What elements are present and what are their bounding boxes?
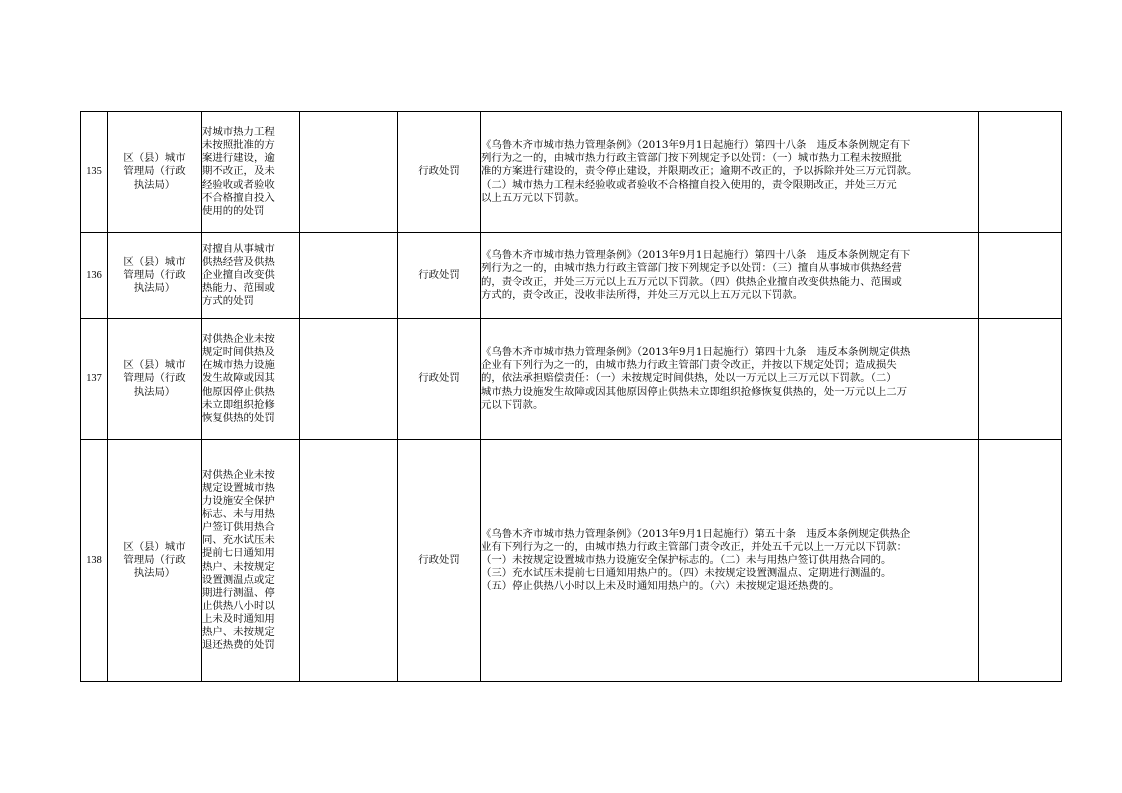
row-number: 138 <box>81 440 108 682</box>
text-line: 在城市热力设施 <box>202 359 275 372</box>
remarks-cell <box>979 440 1062 682</box>
text-line: 城市热力设施发生故障或因其他原因停止供热未立即组织抢修恢复供热的，处一万元以上二万 <box>481 385 908 398</box>
text-line: 案进行建设，逾 <box>202 152 275 165</box>
text-line: 规定设置城市热 <box>202 481 275 494</box>
text-line: 对供热企业未按 <box>202 333 275 346</box>
text-line: 方式的，责令改正，没收非法所得，并处三万元以上五万元以下罚款。 <box>481 288 804 301</box>
row-number: 135 <box>81 112 108 233</box>
penalty-item <box>202 440 300 682</box>
text-line: 户签订供用热合 <box>202 521 275 534</box>
text-line: 准的方案进行建设的，责令停止建设，并限期改正；逾期不改正的，予以拆除并处三万元罚款。 <box>481 165 918 178</box>
text-line: 管理局（行政 <box>123 268 186 281</box>
remarks-cell <box>979 319 1062 440</box>
text-line: 企业擅自改变供 <box>202 268 275 281</box>
text-line: 同、充水试压未 <box>202 534 275 547</box>
enforcement-department <box>108 319 202 440</box>
text-line: 发生故障或因其 <box>202 372 275 385</box>
text-line: 不合格擅自投入 <box>202 191 275 204</box>
text-line: 经验收或者验收 <box>202 178 275 191</box>
enforcement-department <box>108 440 202 682</box>
text-line: 止供热八小时以 <box>202 599 275 612</box>
text-line: 规定时间供热及 <box>202 346 275 359</box>
text-line: 区（县）城市 <box>123 540 186 553</box>
text-line: 执法局） <box>133 567 176 580</box>
remarks-cell <box>979 233 1062 319</box>
penalty-item <box>202 112 300 233</box>
row-number: 136 <box>81 233 108 319</box>
text-line: 区（县）城市 <box>123 255 186 268</box>
text-line: 使用的的处罚 <box>202 204 265 217</box>
legal-basis <box>481 233 979 319</box>
power-type: 行政处罚 <box>398 440 481 682</box>
text-line: 方式的处罚 <box>202 295 254 308</box>
power-type: 行政处罚 <box>398 233 481 319</box>
table-row <box>81 440 1062 682</box>
legal-basis <box>481 112 979 233</box>
text-line: （三）充水试压未提前七日通知用热户的。（四）未按规定设置测温点、定期进行测温的。 <box>481 567 892 580</box>
text-line: 元以下罚款。 <box>481 398 544 411</box>
text-line: 上未及时通知用 <box>202 612 275 625</box>
legal-basis <box>481 319 979 440</box>
empty-cell <box>300 319 398 440</box>
text-line: 的，依法承担赔偿责任：（一）未按规定时间供热，处以一万元以上三万元以下罚款。（二） <box>481 372 897 385</box>
text-line: 以上五万元以下罚款。 <box>481 191 585 204</box>
text-line: 《乌鲁木齐市城市热力管理条例》（2013年9月1日起施行）第五十条 违反本条例规定供热企 <box>481 527 911 540</box>
enforcement-department <box>108 112 202 233</box>
text-line: 供热经营及供热 <box>202 255 275 268</box>
penalty-item <box>202 319 300 440</box>
text-line: 未立即组织抢修 <box>202 398 275 411</box>
text-line: 设置测温点或定 <box>202 573 275 586</box>
legal-basis <box>481 440 979 682</box>
text-line: 对城市热力工程 <box>202 126 275 139</box>
text-line: 他原因停止供热 <box>202 385 275 398</box>
text-line: 列行为之一的，由城市热力行政主管部门按下列规定予以处罚：（三）擅自从事城市供热经营 <box>481 262 902 275</box>
text-line: 期不改正，及未 <box>202 165 275 178</box>
text-line: 《乌鲁木齐市城市热力管理条例》（2013年9月1日起施行）第四十九条 违反本条例规定供热 <box>481 346 911 359</box>
text-line: 企业有下列行为之一的，由城市热力行政主管部门责令改正，并按以下规定处罚；造成损失 <box>481 359 897 372</box>
text-line: 执法局） <box>133 178 176 191</box>
text-line: （一）未按规定设置城市热力设施安全保护标志的。（二）未与用热户签订供用热合同的。 <box>481 553 892 566</box>
remarks-cell <box>979 112 1062 233</box>
text-line: 管理局（行政 <box>123 372 186 385</box>
text-line: 《乌鲁木齐市城市热力管理条例》（2013年9月1日起施行）第四十八条 违反本条例规定有下 <box>481 139 911 152</box>
row-number: 137 <box>81 319 108 440</box>
text-line: 执法局） <box>133 385 176 398</box>
empty-cell <box>300 440 398 682</box>
text-line: 热户、未按规定 <box>202 625 275 638</box>
text-line: 对擅自从事城市 <box>202 242 275 255</box>
text-line: 区（县）城市 <box>123 152 186 165</box>
table-row <box>81 112 1062 233</box>
text-line: 区（县）城市 <box>123 359 186 372</box>
text-line: 列行为之一的，由城市热力行政主管部门按下列规定予以处罚：（一）城市热力工程未按照批 <box>481 152 902 165</box>
text-line: （二）城市热力工程未经验收或者验收不合格擅自投入使用的，责令限期改正，并处三万元 <box>481 178 897 191</box>
text-line: 业有下列行为之一的，由城市热力行政主管部门责令改正，并处五千元以上一万元以下罚款： <box>481 540 908 553</box>
text-line: 的，责令改正，并处三万元以上五万元以下罚款。（四）供热企业擅自改变供热能力、范围或 <box>481 275 902 288</box>
table-row <box>81 233 1062 319</box>
text-line: 管理局（行政 <box>123 553 186 566</box>
text-line: 执法局） <box>133 282 176 295</box>
text-line: 未按照批准的方 <box>202 139 275 152</box>
penalty-item <box>202 233 300 319</box>
text-line: 热户、未按规定 <box>202 560 275 573</box>
text-line: 恢复供热的处罚 <box>202 411 275 424</box>
enforcement-department <box>108 233 202 319</box>
text-line: （五）停止供热八小时以上未及时通知用热户的。（六）未按规定退还热费的。 <box>481 580 840 593</box>
power-type: 行政处罚 <box>398 319 481 440</box>
regulation-table <box>80 111 1062 682</box>
empty-cell <box>300 112 398 233</box>
empty-cell <box>300 233 398 319</box>
text-line: 热能力、范围或 <box>202 282 275 295</box>
text-line: 力设施安全保护 <box>202 495 275 508</box>
text-line: 期进行测温、停 <box>202 586 275 599</box>
power-type: 行政处罚 <box>398 112 481 233</box>
text-line: 退还热费的处罚 <box>202 639 275 652</box>
text-line: 标志、未与用热 <box>202 508 275 521</box>
text-line: 管理局（行政 <box>123 165 186 178</box>
text-line: 《乌鲁木齐市城市热力管理条例》（2013年9月1日起施行）第四十八条 违反本条例规定有下 <box>481 249 911 262</box>
text-line: 提前七日通知用 <box>202 547 275 560</box>
table-row <box>81 319 1062 440</box>
text-line: 对供热企业未按 <box>202 468 275 481</box>
